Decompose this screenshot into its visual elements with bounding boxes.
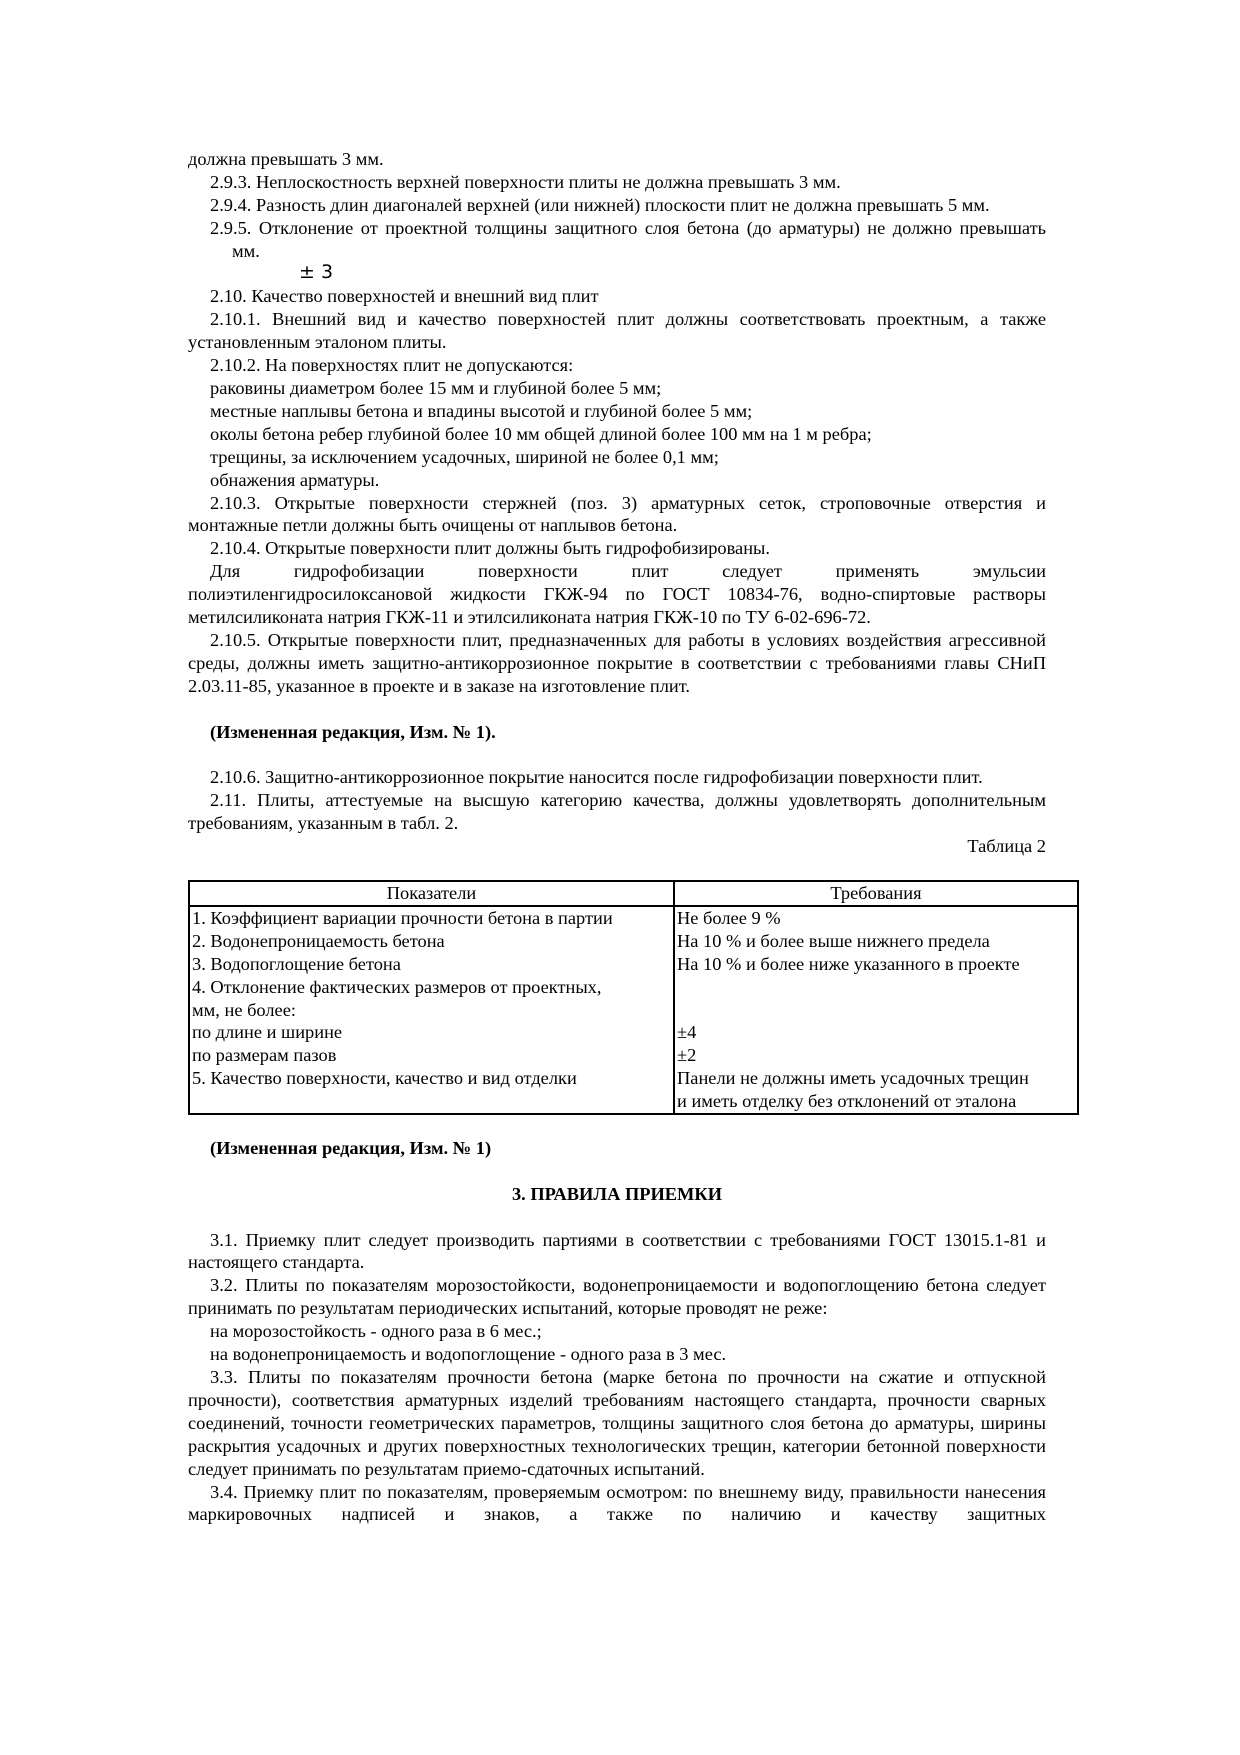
- list-item: обнажения арматуры.: [210, 469, 380, 490]
- unit-text: мм.: [232, 240, 260, 261]
- paragraph: 2.9.4. Разность длин диагоналей верхней (или нижней) плоскости плит не должна превышать 5 мм.: [210, 194, 990, 215]
- paragraph: 2.10.5. Открытые поверхности плит, предназначенных для работы в условиях воздействия агрессивной среды, должны иметь защитно-антикоррозионное покрытие в соответствии с требованиями главы СНиП 2.03.11-85, указанное в проекте и в заказе на изготовление плит.: [188, 630, 1046, 696]
- paragraph: Для гидрофобизации поверхности плит следует применять эмульсии: [210, 561, 1046, 582]
- formula-line: [188, 260, 1046, 286]
- paragraph: полиэтиленгидросилоксановой жидкости ГКЖ-94 по ГОСТ 10834-76, водно-спиртовые растворы метилсиликоната натрия ГКЖ-11 и этилсиликоната натрия ГКЖ-10 по ТУ 6-02-696-72.: [188, 584, 1046, 628]
- requirements-table: [188, 880, 1079, 1115]
- document-text: [188, 148, 1046, 1526]
- table-header-row: [189, 881, 1078, 906]
- list-item: раковины диаметром более 15 мм и глубиной более 5 мм;: [210, 378, 662, 399]
- paragraph: 3.4. Приемку плит по показателям, проверяемым осмотром: по внешнему виду, правильности нанесения маркировочных надписей и знаков, а также по наличию и качеству защитных: [188, 1481, 1046, 1525]
- paragraph: 2.10.2. На поверхностях плит не допускаются:: [210, 355, 574, 376]
- table-row: [189, 906, 1078, 1113]
- table-header: Показатели: [189, 881, 674, 906]
- paragraph: 3.3. Плиты по показателям прочности бетона (марке бетона по прочности на сжатие и отпускной прочности), соответствия арматурных изделий требованиям настоящего стандарта, прочности сварных соединений, точности геометрических параметров, толщины защитного слоя бетона до арматуры, ширины раскрытия усадочных и других поверхностных технологических трещин, категории бетонной поверхности следует принимать по результатам приемо-сдаточных испытаний.: [188, 1367, 1046, 1479]
- table-header: Требования: [674, 881, 1078, 906]
- paragraph: 2.10.4. Открытые поверхности плит должны быть гидрофобизированы.: [210, 538, 770, 559]
- table-cell: Не более 9 % На 10 % и более выше нижнего предела На 10 % и более ниже указанного в проекте ±4 ±2 Панели не должны иметь усадочных трещин и иметь отделку без отклонений от эталона: [674, 906, 1078, 1113]
- tolerance-formula: ± 3: [299, 260, 334, 283]
- paragraph: 3.1. Приемку плит следует производить партиями в соответствии с требованиями ГОСТ 13015.1-81 и настоящего стандарта.: [188, 1229, 1046, 1273]
- list-item: на морозостойкость - одного раза в 6 мес.;: [210, 1321, 542, 1342]
- paragraph: 2.9.3. Неплоскостность верхней поверхности плиты не должна превышать 3 мм.: [210, 171, 841, 192]
- paragraph: 3.2. Плиты по показателям морозостойкости, водонепроницаемости и водопоглощению бетона следует принимать по результатам периодических испытаний, которые проводят не реже:: [188, 1275, 1046, 1319]
- table-caption: Таблица 2: [967, 836, 1046, 857]
- table-cell: 1. Коэффициент вариации прочности бетона в партии 2. Водонепроницаемость бетона 3. Водопоглощение бетона 4. Отклонение фактических размеров от проектных, мм, не более: по длине и ширине по размерам пазов 5. Качество поверхности, качество и вид отделки: [189, 906, 674, 1113]
- list-item: трещины, за исключением усадочных, шириной не более 0,1 мм;: [210, 446, 719, 467]
- paragraph: 2.10.3. Открытые поверхности стержней (поз. 3) арматурных сеток, строповочные отверстия и монтажные петли должны быть очищены от наплывов бетона.: [188, 492, 1046, 536]
- amendment-note: (Измененная редакция, Изм. № 1): [210, 1137, 492, 1158]
- paragraph: 2.10.6. Защитно-антикоррозионное покрытие наносится после гидрофобизации поверхности плит.: [210, 767, 983, 788]
- section-heading: 2.10. Качество поверхностей и внешний вид плит: [210, 286, 599, 307]
- paragraph: 2.11. Плиты, аттестуемые на высшую категорию качества, должны удовлетворять дополнительным требованиям, указанным в табл. 2.: [188, 790, 1046, 834]
- paragraph: должна превышать 3 мм.: [188, 149, 384, 169]
- paragraph-text: 2.9.5. Отклонение от проектной толщины защитного слоя бетона (до арматуры) не должно превышать: [210, 217, 1046, 238]
- list-item: околы бетона ребер глубиной более 10 мм общей длиной более 100 мм на 1 м ребра;: [210, 423, 872, 444]
- paragraph: [188, 217, 1046, 263]
- amendment-note: (Измененная редакция, Изм. № 1).: [210, 721, 496, 742]
- section-title: 3. ПРАВИЛА ПРИЕМКИ: [511, 1183, 723, 1204]
- list-item: на водонепроницаемость и водопоглощение - одного раза в 3 мес.: [210, 1344, 727, 1365]
- paragraph: 2.10.1. Внешний вид и качество поверхностей плит должны соответствовать проектным, а также установленным эталоном плиты.: [188, 309, 1046, 353]
- list-item: местные наплывы бетона и впадины высотой и глубиной более 5 мм;: [210, 400, 753, 421]
